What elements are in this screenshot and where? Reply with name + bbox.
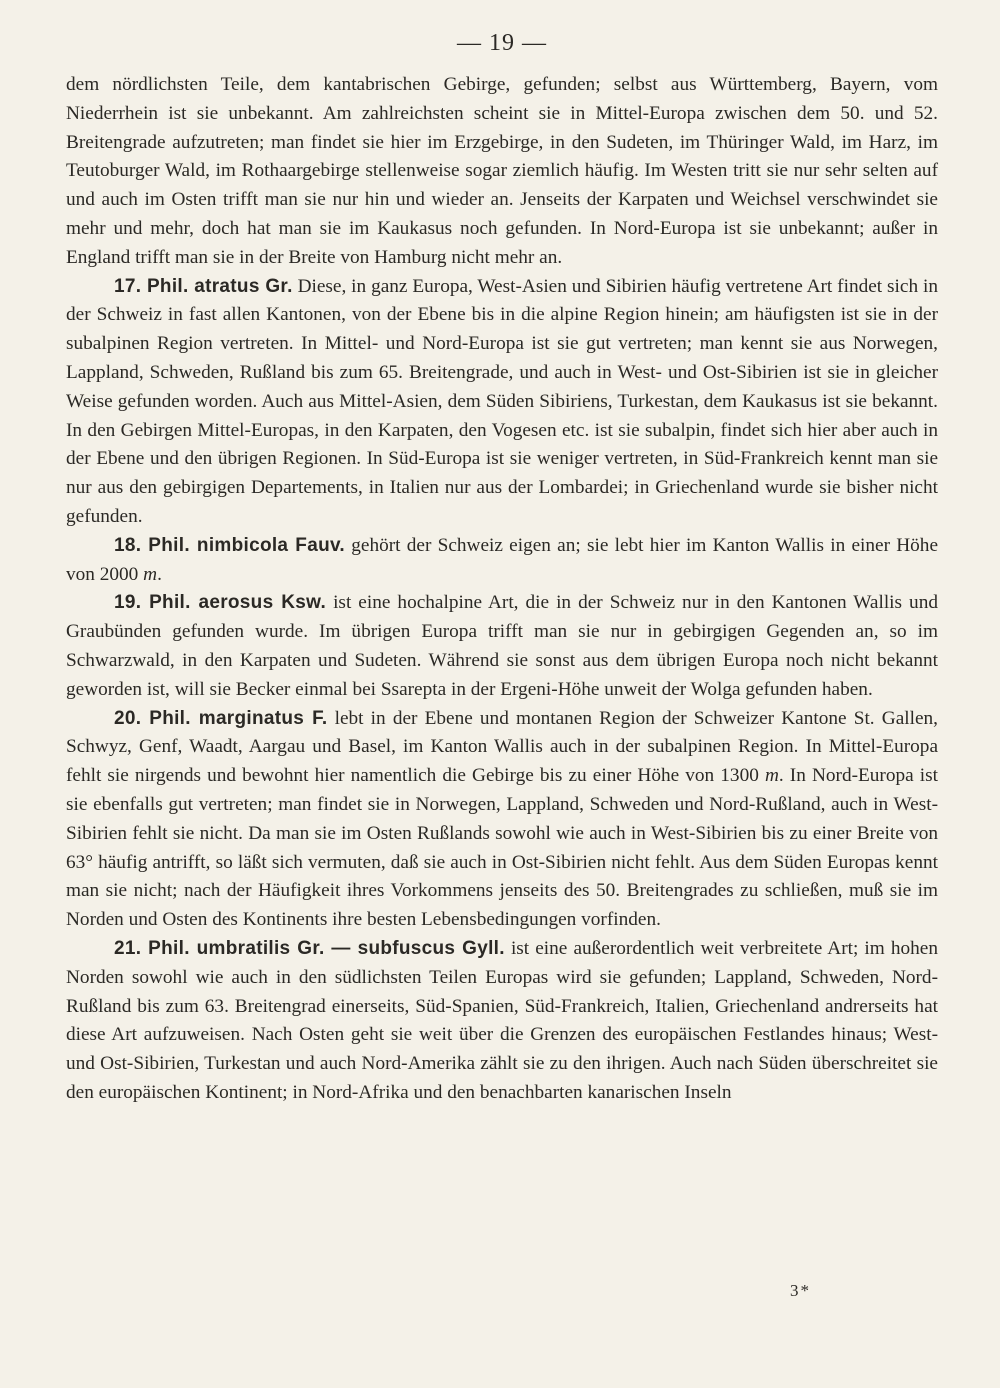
species-text-tail: . [157, 563, 162, 585]
species-entry-18 [66, 532, 938, 590]
species-heading: 17. Phil. atratus Gr. [114, 275, 293, 297]
paragraph-continuation [66, 71, 938, 273]
species-text: Diese, in ganz Europa, West-Asien und Sibirien häufig vertretene Art findet sich in der Schweiz in fast allen Kantonen, von der Ebene bis in die alpine Region hinein; am häufigsten ist sie in der subalpinen Region vertreten. In Mittel- und Nord-Europa ist sie gut vertreten; man kennt sie aus Norwegen, Lappland, Schweden, Rußland bis zum 65. Breitengrade, und auch in West- und Ost-Sibirien ist sie in gleicher Weise gefunden worden. Auch aus Mittel-Asien, dem Süden Sibiriens, Turkestan, dem Kaukasus ist sie bekannt. In den Gebirgen Mittel-Europas, in den Karpaten, den Vogesen etc. ist sie subalpin, findet sich hier aber auch in der Ebene und den übrigen Regionen. In Süd-Europa ist sie weniger vertreten, in Süd-Frankreich kennt man sie nur aus den gebirgigen Departements, in Italien nur aus der Lombardei; in Griechenland wurde sie bisher nicht gefunden. [66, 275, 938, 527]
paragraph-text: dem nördlichsten Teile, dem kantabrischen Gebirge, gefunden; selbst aus Württemberg, Bayern, vom Niederrhein ist sie unbekannt. Am zahlreichsten scheint sie in Mittel-Europa zwischen dem 50. und 52. Breitengrade aufzutreten; man findet sie hier im Erzgebirge, in den Sudeten, im Thüringer Wald, im Harz, im Teutoburger Wald, im Rothaargebirge stellenweise sogar ziemlich häufig. Im Westen tritt sie nur sehr selten auf und auch im Osten trifft man sie nur hin und wieder an. Jenseits der Karpaten und Weichsel verschwindet sie mehr und mehr, doch hat man sie im Kaukasus noch gefunden. In Nord-Europa ist sie unbekannt; außer in England trifft man sie in der Breite von Hamburg nicht mehr an. [66, 74, 938, 268]
species-text: gehört der Schweiz eigen an; sie lebt hier im Kanton Wallis in einer Höhe von 2000 [66, 534, 939, 585]
species-heading: 19. Phil. aerosus Ksw. [114, 592, 327, 614]
species-text: ist eine hochalpine Art, die in der Schweiz nur in den Kantonen Wallis und Graubünden gefunden wurde. Im übrigen Europa trifft man sie nur in gebirgigen Gegenden an, so im Schwarzwald, in den Karpaten und Sudeten. Während sie sonst aus dem übrigen Europa noch nicht bekannt geworden ist, will sie Becker einmal bei Ssarepta in der Ergeni-Höhe unweit der Wolga gefunden haben. [66, 592, 938, 700]
species-text: lebt in der Ebene und montanen Region der Schweizer Kantone St. Gallen, Schwyz, Genf, Waadt, Aargau und Basel, im Kanton Wallis auch in der subalpinen Region. In Mittel-Europa fehlt sie nirgends und bewohnt hier namentlich die Gebirge bis zu einer Höhe von 1300 [66, 707, 938, 787]
species-heading: 21. Phil. umbratilis Gr. — subfuscus Gyll. [114, 937, 505, 959]
species-entry-20 [66, 705, 938, 935]
body-text [66, 71, 938, 1108]
unit-text: m [143, 563, 158, 585]
species-text: ist eine außerordentlich weit verbreitete Art; im hohen Norden sowohl wie auch in den südlichsten Teilen Europas wird sie gefunden; Lappland, Schweden, Nord-Rußland bis zum 63. Breitengrad einerseits, Süd-Spanien, Süd-Frankreich, Italien, Griechenland andrerseits hat diese Art aufzuweisen. Nach Osten geht sie weit über die Grenzen des europäischen Festlandes hinaus; West- und Ost-Sibirien, Turkestan und auch Nord-Amerika zählt sie zu den ihrigen. Auch nach Süden überschreitet sie den europäischen Kontinent; in Nord-Afrika und den benachbarten kanarischen Inseln [66, 937, 938, 1103]
page-number: — 19 — [457, 30, 547, 56]
species-heading: 18. Phil. nimbicola Fauv. [114, 534, 346, 556]
unit-text: m [764, 765, 779, 787]
species-entry-21 [66, 935, 938, 1108]
species-heading: 20. Phil. marginatus F. [114, 707, 328, 729]
species-text-tail: . In Nord-Europa ist sie ebenfalls gut vertreten; man findet sie in Norwegen, Lappland, Schweden und Nord-Rußland, auch in West-Sibirien fehlt sie nicht. Da man sie im Osten Rußlands sowohl wie auch in West-Sibirien bis zu einer Breite von 63° häufig antrifft, so läßt sich vermuten, daß sie auch in Ost-Sibirien nicht fehlt. Aus dem Süden Europas kennt man sie nicht; nach der Häufigkeit ihres Vorkommens jenseits des 50. Breitengrades zu schließen, muß sie im Norden und Osten des Kontinents ihre besten Lebensbedingungen vorfinden. [66, 765, 938, 931]
printer-signature-mark: 3* [790, 1281, 811, 1300]
species-entry-19 [66, 589, 938, 704]
species-entry-17 [66, 273, 938, 532]
